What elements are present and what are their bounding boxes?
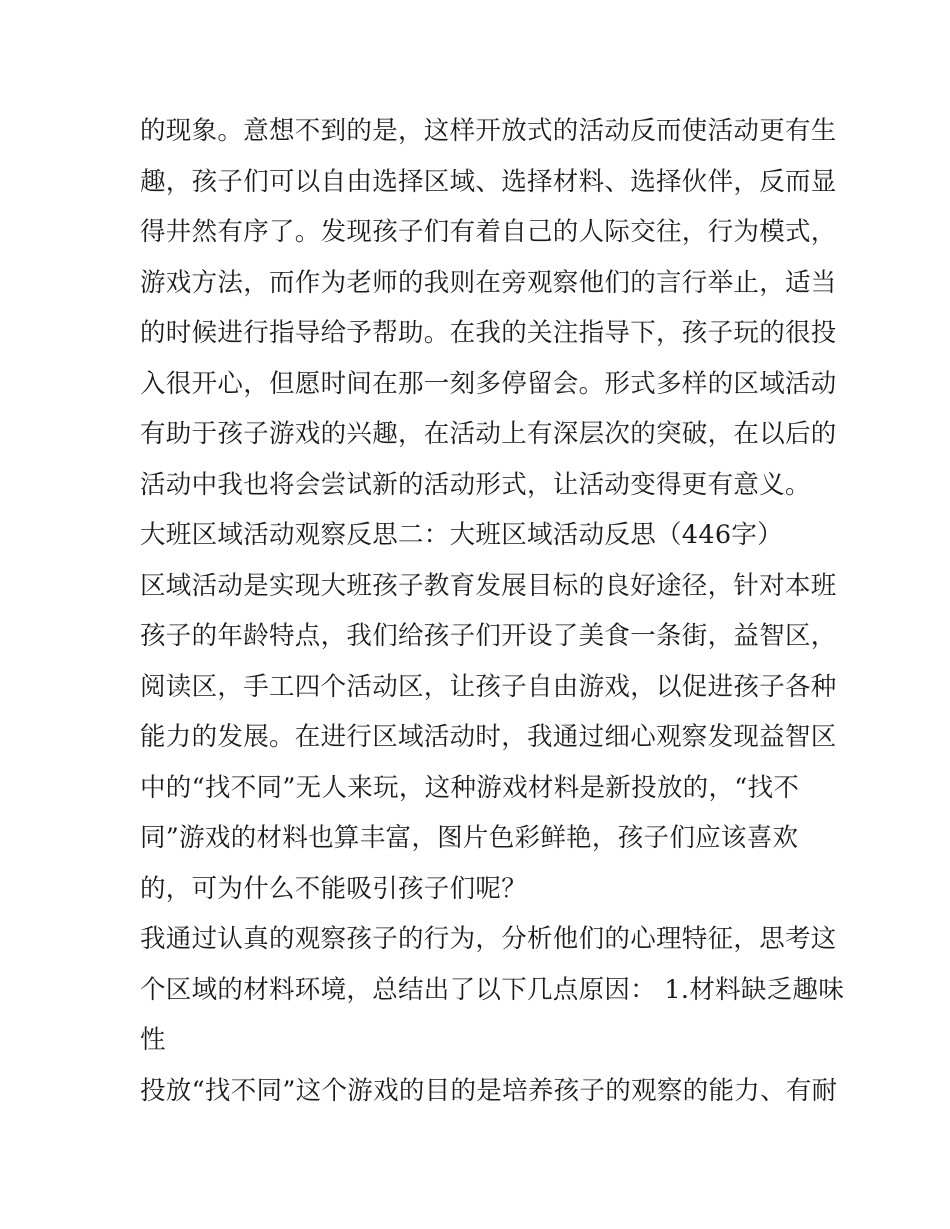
text-line: 得井然有序了。发现孩子们有着自己的人际交往，行为模式， bbox=[140, 217, 837, 247]
text-line: 活动中我也将会尝试新的活动形式，让活动变得更有意义。 bbox=[140, 469, 811, 500]
text-line: 阅读区，手工四个活动区，让孩子自由游戏，以促进孩子各种 bbox=[140, 671, 837, 702]
section-heading: 大班区域活动观察反思二：大班区域活动反思（446字） bbox=[140, 520, 783, 550]
text-line: 游戏方法，而作为老师的我则在旁观察他们的言行举止，适当 bbox=[140, 267, 837, 298]
text-line: 趣，孩子们可以自由选择区域、选择材料、选择伙伴，反而显 bbox=[140, 166, 837, 197]
document-body bbox=[140, 106, 845, 1116]
text-line: 孩子的年龄特点，我们给孩子们开设了美食一条街，益智区， bbox=[140, 621, 837, 651]
text-line: 个区域的材料环境，总结出了以下几点原因： 1.材料缺乏趣味 bbox=[140, 974, 845, 1005]
text-line: 入很开心，但愿时间在那一刻多停留会。形式多样的区域活动 bbox=[140, 368, 837, 399]
text-line: 投放“找不同”这个游戏的目的是培养孩子的观察的能力、有耐 bbox=[140, 1075, 838, 1106]
text-line: 有助于孩子游戏的兴趣，在活动上有深层次的突破，在以后的 bbox=[140, 419, 837, 449]
text-line: 能力的发展。在进行区域活动时，我通过细心观察发现益智区 bbox=[140, 722, 837, 752]
text-line: 的现象。意想不到的是，这样开放式的活动反而使活动更有生 bbox=[140, 116, 837, 146]
text-line: 区域活动是实现大班孩子教育发展目标的良好途径，针对本班 bbox=[140, 570, 837, 601]
text-line: 同”游戏的材料也算丰富，图片色彩鲜艳，孩子们应该喜欢 bbox=[140, 823, 799, 853]
text-line: 性 bbox=[140, 1025, 166, 1055]
text-line: 我通过认真的观察孩子的行为，分析他们的心理特征，思考这 bbox=[140, 924, 837, 954]
text-line: 中的“找不同”无人来玩，这种游戏材料是新投放的，“找不 bbox=[140, 772, 800, 803]
text-line: 的时候进行指导给予帮助。在我的关注指导下，孩子玩的很投 bbox=[140, 318, 837, 348]
text-line: 的，可为什么不能吸引孩子们呢？ bbox=[140, 873, 528, 904]
